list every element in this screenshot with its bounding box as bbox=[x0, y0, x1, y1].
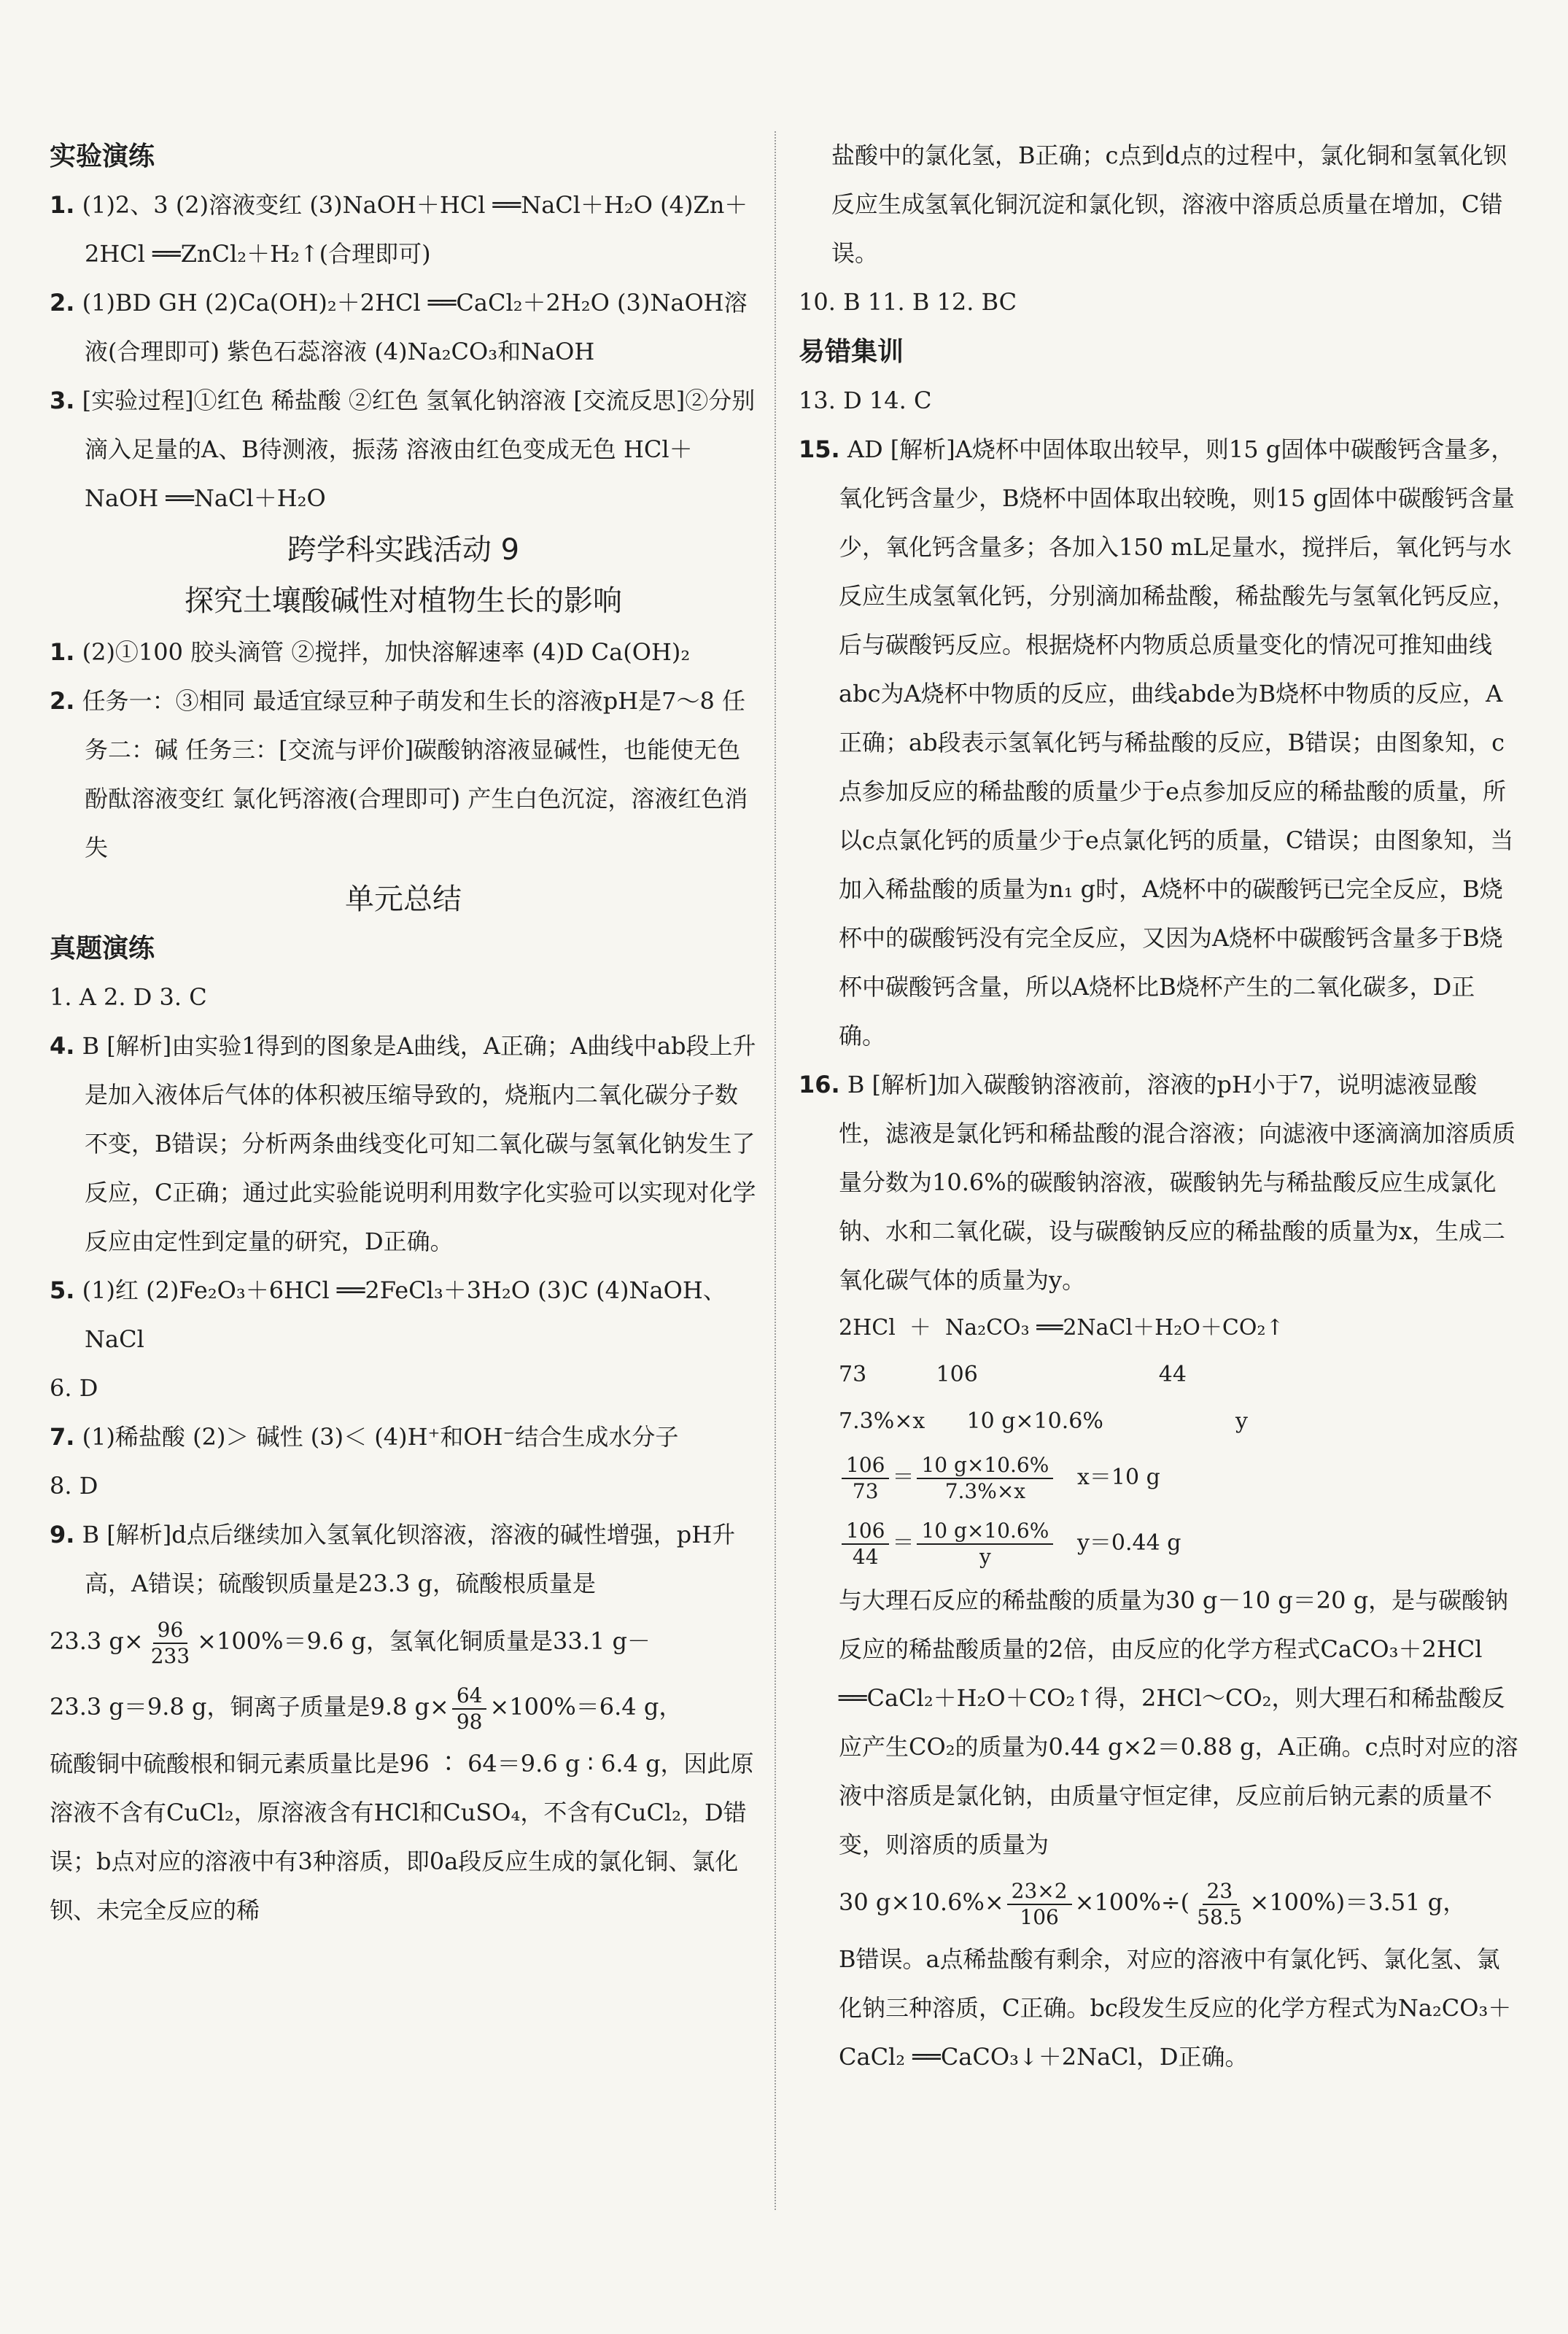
item-text: [实验过程]①红色 稀盐酸 ②红色 氢氧化钠溶液 [交流反思]②分别滴入足量的A、B待测液，振荡 溶液由红色变成无色 HCl＋NaOH ══NaCl＋H₂O bbox=[82, 387, 756, 512]
answer-item bbox=[50, 376, 757, 523]
item-text: B [解析]加入碳酸钠溶液前，溶液的pH小于7，说明滤液显酸性，滤液是氯化钙和稀盐酸的混合溶液；向滤液中逐滴滴加溶质质量分数为10.6%的碳酸钠溶液，碳酸钠先与稀盐酸反应生成氯化钠、水和二氧化碳，设与碳酸钠反应的稀盐酸的质量为x，生成二氧化碳气体的质量为y。 bbox=[839, 1071, 1516, 1294]
section-heading: 易错集训 bbox=[799, 337, 904, 367]
proportion-line: $\frac{106}{44}$ ＝ $\frac{10 g\times 10.6\%}{y}$ y＝0.44 g bbox=[799, 1511, 1521, 1576]
item-number: 1. bbox=[50, 638, 75, 666]
paragraph-text: 盐酸中的氯化氢，B正确；c点到d点的过程中，氯化铜和氢氧化钡反应生成氢氧化铜沉淀和氯化钡，溶液中溶质总质量在增加，C错误。 bbox=[831, 141, 1507, 267]
fraction bbox=[1007, 1879, 1072, 1930]
fraction bbox=[842, 1453, 889, 1504]
fraction bbox=[917, 1519, 1053, 1570]
formula-line bbox=[50, 1608, 757, 1674]
paragraph-text: B错误。a点稀盐酸有剩余，对应的溶液中有氯化钙、氯化氢、氯化钠三种溶质，C正确。bc段发生反应的化学方程式为Na₂CO₃＋CaCl₂ ══CaCO₃↓＋2NaCl，D正确。 bbox=[839, 1945, 1512, 2071]
item-number: 1. bbox=[50, 191, 75, 219]
item-number: 4. bbox=[50, 1032, 75, 1060]
numerator: 106 bbox=[842, 1453, 889, 1479]
answer-item bbox=[50, 1511, 757, 1608]
numerator: 96 bbox=[153, 1618, 188, 1644]
item-text: AD [解析]A烧杯中固体取出较早，则15 g固体中碳酸钙含量多，氧化钙含量少，B烧杯中固体取出较晚，则15 g固体中碳酸钙含量少，氧化钙含量多；各加入150 mL足量水，搅拌后，氧化钙与水反应生成氢氧化钙，分别滴加稀盐酸，稀盐酸先与氢氧化钙反应，后与碳酸钙反应。根据烧杯内物质总质量变化的情况可推知曲线abc为A烧杯中物质的反应，曲线abde为B烧杯中物质的反应，A正确；ab段表示氢氧化钙与稀盐酸的反应，B错误；由图象知，c点参加反应的稀盐酸的质量少于e点参加反应的稀盐酸的质量，所以c点氯化钙的质量少于e点氯化钙的质量，C错误；由图象知，当加入稀盐酸的质量为n₁ g时，A烧杯中的碳酸钙已完全反应，B烧杯中的碳酸钙没有完全反应，又因为A烧杯中碳酸钙含量多于B烧杯中碳酸钙含量，所以A烧杯比B烧杯产生的二氧化碳多，D正确。 bbox=[839, 435, 1516, 1050]
answer-item bbox=[50, 677, 757, 872]
activity-title: 跨学科实践活动 9 bbox=[287, 533, 520, 567]
formula-text: ×100%＝6.4 g， bbox=[489, 1693, 683, 1721]
fraction bbox=[842, 1519, 889, 1570]
numerator: 10 g×10.6% bbox=[917, 1453, 1053, 1479]
item-number: 5. bbox=[50, 1276, 75, 1304]
denominator: 44 bbox=[852, 1545, 879, 1569]
equation-ratio-line: 73 106 44 bbox=[839, 1362, 1187, 1387]
answer-item: 10. B 11. B 12. BC bbox=[799, 288, 1017, 316]
answer-item bbox=[799, 1061, 1521, 1305]
result-text: x＝10 g bbox=[1076, 1465, 1160, 1490]
formula-line bbox=[799, 1869, 1521, 1935]
denominator: 233 bbox=[150, 1643, 190, 1668]
denominator: 58.5 bbox=[1197, 1904, 1243, 1929]
answer-item bbox=[799, 425, 1521, 1061]
left-column bbox=[50, 131, 757, 1935]
proportion-line: $\frac{106}{73}$ ＝ $\frac{10 g\times 10.6\%}{7.3\%\times x}$ x＝10 g bbox=[799, 1445, 1521, 1511]
paragraph-text: 与大理石反应的稀盐酸的质量为30 g－10 g＝20 g，是与碳酸钠反应的稀盐酸质量的2倍，由反应的化学方程式CaCO₃＋2HCl ══CaCl₂＋H₂O＋CO₂↑得，2HCl～CO₂，则大理石和稀盐酸反应产生CO₂的质量为0.44 g×2＝0.88 g，A正确。c点时对应的溶液中溶质是氯化钠，由质量守恒定律，反应前后钠元素的质量不变，则溶质的质量为 bbox=[839, 1586, 1518, 1858]
answer-item bbox=[50, 181, 757, 279]
chemical-equation: 2HCl ＋ Na₂CO₃ ══2NaCl＋H₂O＋CO₂↑ bbox=[839, 1315, 1284, 1341]
item-number: 3. bbox=[50, 387, 75, 414]
fraction bbox=[1192, 1879, 1246, 1930]
answer-item bbox=[50, 1413, 757, 1462]
numerator: 106 bbox=[842, 1519, 889, 1545]
denominator: y bbox=[979, 1545, 991, 1569]
item-text: B [解析]d点后继续加入氢氧化钡溶液，溶液的碱性增强，pH升高，A错误；硫酸钡质量是23.3 g，硫酸根质量是 bbox=[82, 1521, 736, 1597]
item-number: 16. bbox=[799, 1071, 840, 1098]
answer-item: 1. A 2. D 3. C bbox=[50, 983, 207, 1011]
unit-summary-title: 单元总结 bbox=[345, 883, 462, 916]
answer-item bbox=[50, 1266, 757, 1364]
formula-text: ×100%)＝3.51 g， bbox=[1249, 1888, 1467, 1916]
fraction bbox=[147, 1618, 194, 1669]
item-number: 15. bbox=[799, 435, 840, 463]
numerator: 10 g×10.6% bbox=[917, 1519, 1053, 1545]
formula-text: ×100%÷( bbox=[1074, 1888, 1190, 1916]
answer-item: 13. D 14. C bbox=[799, 387, 932, 414]
numerator: 23×2 bbox=[1007, 1879, 1072, 1905]
denominator: 7.3%×x bbox=[944, 1479, 1026, 1503]
formula-text: 23.3 g＝9.8 g，铜离子质量是9.8 g× bbox=[50, 1693, 449, 1721]
item-number: 9. bbox=[50, 1521, 75, 1548]
answer-item bbox=[50, 628, 757, 677]
item-text: B [解析]由实验1得到的图象是A曲线，A正确；A曲线中ab段上升是加入液体后气体的体积被压缩导致的，烧瓶内二氧化碳分子数不变，B错误；分析两条曲线变化可知二氧化碳与氢氧化钠发生了反应，C正确；通过此实验能说明利用数字化实验可以实现对化学反应由定性到定量的研究，D正确。 bbox=[82, 1032, 756, 1255]
formula-text: 30 g×10.6%× bbox=[839, 1888, 1004, 1916]
item-text: (1)BD GH (2)Ca(OH)₂＋2HCl ══CaCl₂＋2H₂O (3)NaOH溶液(合理即可) 紫色石蕊溶液 (4)Na₂CO₃和NaOH bbox=[82, 289, 748, 365]
item-number: 7. bbox=[50, 1423, 75, 1451]
answer-item bbox=[50, 1022, 757, 1266]
item-text: 任务一：③相同 最适宜绿豆种子萌发和生长的溶液pH是7～8 任务二：碱 任务三：[交流与评价]碳酸钠溶液显碱性，也能使无色酚酞溶液变红 氯化钙溶液(合理即可) 产生白色沉淀，溶液红色消失 bbox=[82, 687, 748, 861]
fraction bbox=[452, 1683, 487, 1734]
formula-line bbox=[50, 1674, 757, 1740]
activity-subtitle: 探究土壤酸碱性对植物生长的影响 bbox=[185, 584, 622, 618]
numerator: 64 bbox=[452, 1683, 487, 1710]
answer-item bbox=[50, 279, 757, 376]
denominator: 98 bbox=[456, 1709, 483, 1734]
formula-text: ×100%＝9.6 g，氢氧化铜质量是33.1 g－ bbox=[197, 1627, 651, 1655]
column-divider bbox=[775, 131, 776, 2210]
fraction bbox=[917, 1453, 1053, 1504]
paragraph-text: 硫酸铜中硫酸根和铜元素质量比是96 ∶ 64＝9.6 g ∶ 6.4 g，因此原溶液不含有CuCl₂，原溶液含有HCl和CuSO₄，不含有CuCl₂，D错误；b点对应的溶液中有3种溶质，即0a段反应生成的氯化铜、氯化钡、未完全反应的稀 bbox=[50, 1750, 754, 1924]
equation-ratio-line: 7.3%×x 10 g×10.6% y bbox=[839, 1408, 1248, 1434]
item-number: 2. bbox=[50, 289, 75, 317]
item-text: (2)①100 胶头滴管 ②搅拌，加快溶解速率 (4)D Ca(OH)₂ bbox=[82, 638, 691, 666]
item-text: (1)2、3 (2)溶液变红 (3)NaOH＋HCl ══NaCl＋H₂O (4)Zn＋2HCl ══ZnCl₂＋H₂↑(合理即可) bbox=[82, 191, 748, 268]
item-text: (1)红 (2)Fe₂O₃＋6HCl ══2FeCl₃＋3H₂O (3)C (4)NaOH、NaCl bbox=[82, 1276, 726, 1353]
denominator: 106 bbox=[1020, 1904, 1059, 1929]
section-heading: 实验演练 bbox=[50, 141, 155, 171]
numerator: 23 bbox=[1203, 1879, 1238, 1905]
right-column bbox=[799, 131, 1521, 2082]
answer-item: 8. D bbox=[50, 1472, 98, 1500]
item-text: (1)稀盐酸 (2)＞ 碱性 (3)＜ (4)H⁺和OH⁻结合生成水分子 bbox=[82, 1423, 679, 1451]
section-heading: 真题演练 bbox=[50, 934, 155, 964]
answer-item: 6. D bbox=[50, 1374, 98, 1402]
formula-text: 23.3 g× bbox=[50, 1627, 144, 1655]
denominator: 73 bbox=[852, 1479, 879, 1503]
result-text: y＝0.44 g bbox=[1076, 1530, 1181, 1556]
item-number: 2. bbox=[50, 687, 75, 715]
